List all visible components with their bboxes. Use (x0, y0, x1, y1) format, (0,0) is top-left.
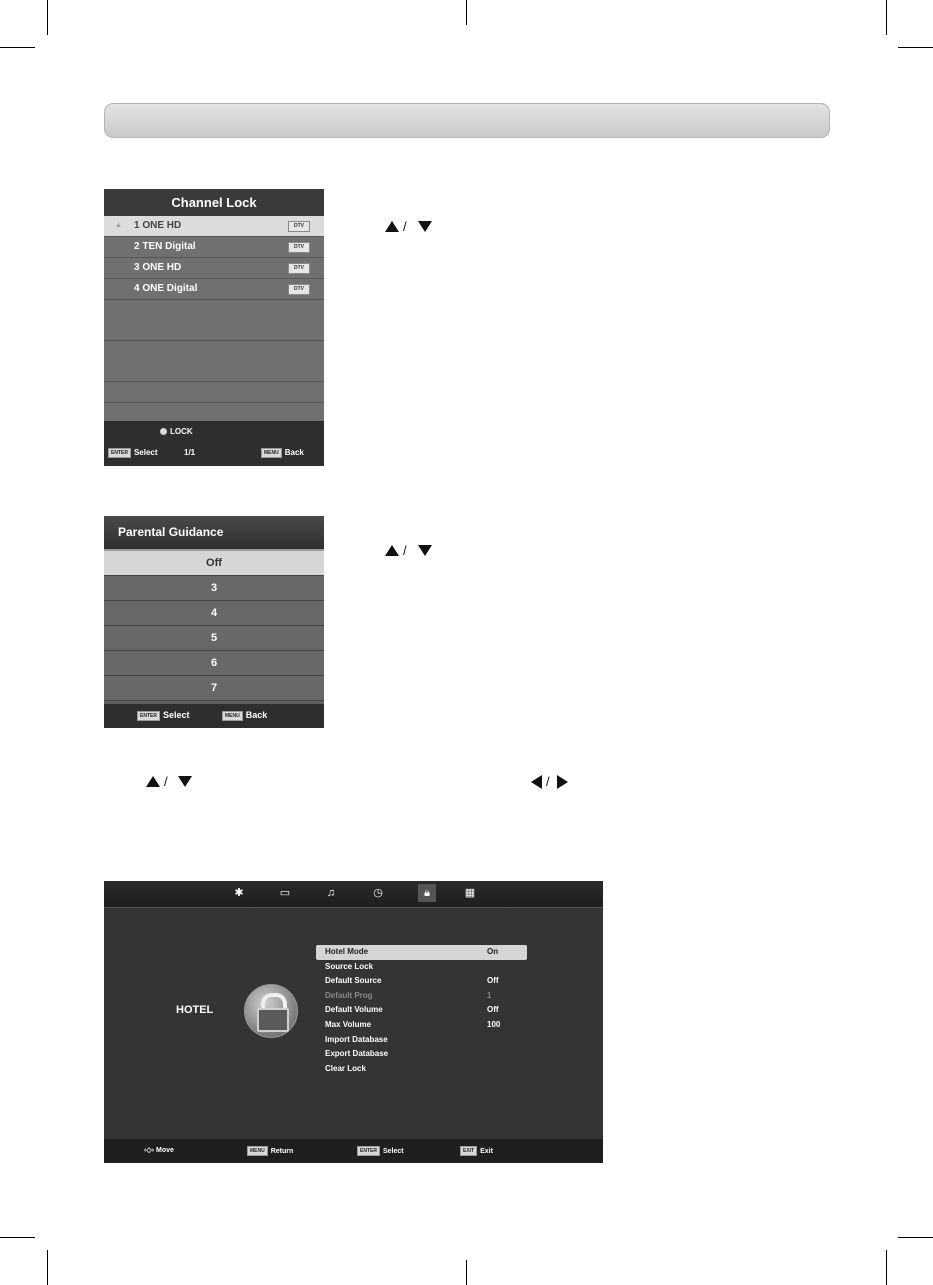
default-prog-item (316, 989, 527, 1004)
select-hint-label: Select (382, 1147, 404, 1155)
channel-label: 4 ONE Digital (134, 283, 198, 294)
lock-icon[interactable]: 🔒︎ (418, 884, 436, 902)
padlock-icon (244, 984, 298, 1038)
crop-mark (466, 1260, 467, 1285)
menu-key-icon: MENU (247, 1146, 268, 1156)
item-label: Default Source (325, 976, 382, 986)
crop-mark (47, 1250, 48, 1285)
hotel-menu-screen (104, 881, 603, 1163)
item-label: Export Database (325, 1049, 389, 1059)
menu-key-icon: MENU (222, 711, 243, 721)
dtv-badge: DTV (288, 221, 310, 232)
guidance-option[interactable]: 6 (104, 651, 324, 676)
dtv-badge: DTV (288, 263, 310, 274)
import-database-item[interactable] (316, 1033, 527, 1048)
crop-mark (898, 47, 933, 48)
item-label: Hotel Mode (325, 947, 369, 956)
channel-lock-panel (104, 189, 324, 466)
enter-key-icon: ENTER (137, 711, 160, 721)
channel-row[interactable] (104, 279, 324, 300)
gear-icon[interactable]: ✱ (234, 887, 244, 899)
lock-legend (160, 427, 193, 436)
exit-key-icon: EXIT (460, 1146, 477, 1156)
return-hint (247, 1146, 293, 1156)
item-value: Off (487, 976, 499, 986)
page-indicator: 1/1 (184, 448, 196, 457)
back-hint (222, 710, 267, 721)
channel-row[interactable] (104, 258, 324, 279)
up-arrow-icon (385, 545, 399, 556)
channel-row[interactable] (104, 216, 324, 237)
clear-lock-item[interactable] (316, 1062, 527, 1077)
hotel-settings-list (316, 945, 527, 1076)
dtv-badge: DTV (288, 284, 310, 295)
empty-row (104, 300, 324, 341)
guidance-option[interactable]: 3 (104, 576, 324, 601)
crop-mark (466, 0, 467, 25)
monitor-icon[interactable]: ▭ (279, 887, 291, 899)
select-hint-label: Select (162, 710, 190, 720)
enter-key-icon: ENTER (108, 448, 131, 458)
guidance-option[interactable]: Off (104, 551, 324, 576)
parental-guidance-footer (104, 704, 324, 728)
default-volume-item[interactable] (316, 1003, 527, 1018)
hotel-footer (104, 1139, 603, 1163)
dtv-badge: DTV (288, 242, 310, 253)
music-icon[interactable]: ♫ (326, 887, 336, 899)
channel-label: 3 ONE HD (134, 262, 182, 273)
back-hint-label: Back (284, 448, 304, 458)
parental-guidance-title: Parental Guidance (104, 516, 324, 551)
hotel-section-label: HOTEL (176, 1004, 214, 1016)
guidance-option[interactable]: 5 (104, 626, 324, 651)
lock-dot-icon (160, 428, 167, 435)
item-label: Source Lock (325, 961, 374, 971)
item-label: Import Database (325, 1034, 388, 1044)
menu-icon-bar (104, 881, 603, 908)
move-hint-label: Move (156, 1147, 174, 1154)
select-hint (108, 448, 158, 458)
back-hint-label: Back (245, 710, 268, 720)
up-arrow-icon (385, 221, 399, 232)
up-arrow-icon (146, 776, 160, 787)
hotel-mode-item[interactable] (316, 945, 527, 960)
down-arrow-icon (418, 545, 432, 556)
slash-separator: / (546, 774, 550, 789)
max-volume-item[interactable] (316, 1018, 527, 1033)
left-arrow-icon (531, 775, 542, 789)
crop-mark (0, 47, 35, 48)
move-hint (144, 1146, 174, 1154)
item-label: Default Volume (325, 1005, 383, 1015)
source-lock-item[interactable] (316, 960, 527, 975)
enter-key-icon: ENTER (357, 1146, 380, 1156)
item-label: Default Prog (325, 990, 373, 1000)
down-arrow-icon (178, 776, 192, 787)
select-hint (357, 1146, 404, 1156)
export-database-item[interactable] (316, 1047, 527, 1062)
right-arrow-icon (557, 775, 568, 789)
exit-hint-label: Exit (480, 1147, 493, 1155)
move-arrows-icon: ‹◇› (144, 1147, 155, 1154)
item-value: 1 (487, 990, 492, 1000)
empty-row (104, 341, 324, 382)
item-value: On (487, 947, 499, 956)
crop-mark (47, 0, 48, 35)
crop-mark (0, 1237, 35, 1238)
item-value: 100 (487, 1019, 501, 1029)
updown-arrows-icon: ▲ (115, 222, 122, 229)
guidance-option[interactable]: 4 (104, 601, 324, 626)
channel-row[interactable] (104, 237, 324, 258)
empty-row (104, 382, 324, 403)
crop-mark (886, 1250, 887, 1285)
item-label: Clear Lock (325, 1063, 366, 1073)
guidance-option[interactable]: 7 (104, 676, 324, 701)
item-value: Off (487, 1005, 499, 1015)
back-hint (261, 448, 304, 458)
return-hint-label: Return (270, 1147, 294, 1155)
select-hint (137, 710, 189, 721)
down-arrow-icon (418, 221, 432, 232)
slash-separator: / (164, 774, 168, 789)
menu-key-icon: MENU (261, 448, 282, 458)
slash-separator: / (403, 543, 407, 558)
exit-hint (460, 1146, 493, 1156)
section-header-bar (104, 103, 830, 138)
channel-label: 1 ONE HD (134, 220, 182, 231)
crop-mark (898, 1237, 933, 1238)
slash-separator: / (403, 219, 407, 234)
crop-mark (886, 0, 887, 35)
default-source-item[interactable] (316, 974, 527, 989)
channel-lock-title: Channel Lock (104, 189, 324, 216)
clock-icon[interactable]: ◷ (373, 887, 383, 899)
lock-legend-label: LOCK (170, 427, 193, 436)
item-label: Max Volume (325, 1019, 372, 1029)
grid-icon[interactable]: ▦ (464, 887, 476, 899)
select-hint-label: Select (133, 448, 158, 458)
channel-lock-footer (104, 421, 324, 466)
parental-guidance-panel (104, 516, 324, 728)
channel-label: 2 TEN Digital (134, 241, 196, 252)
